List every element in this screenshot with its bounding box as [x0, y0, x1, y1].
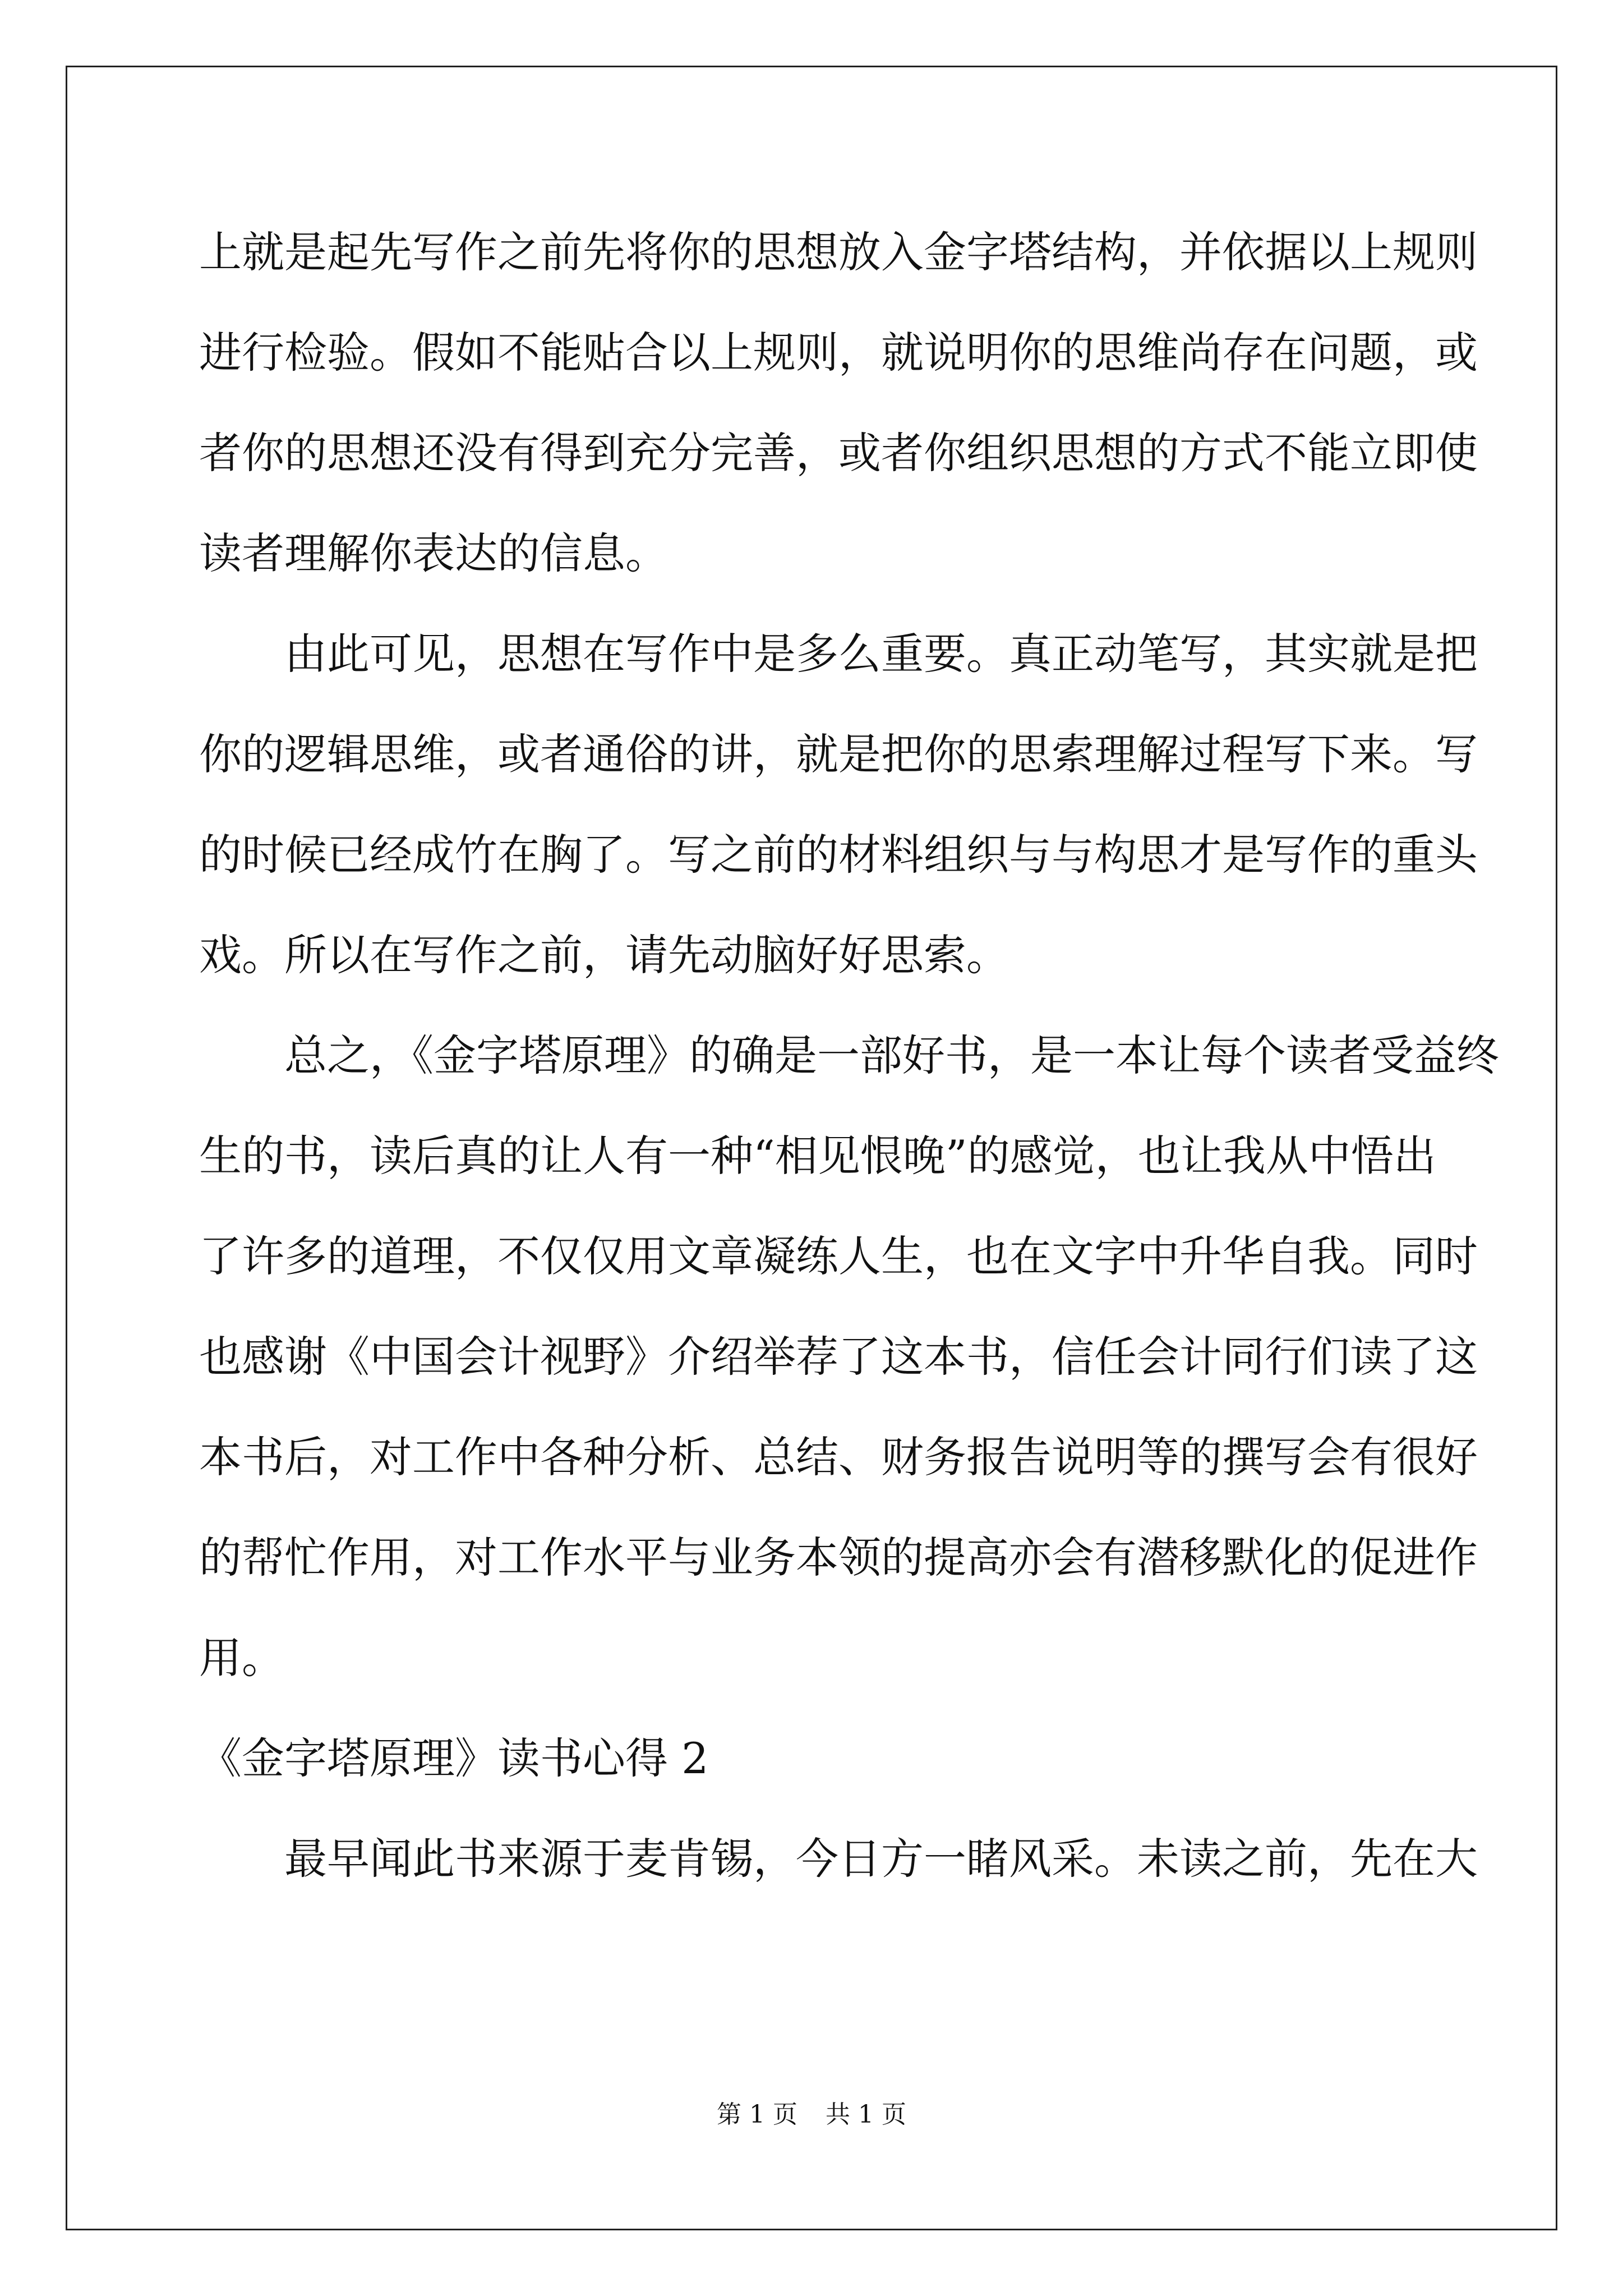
paragraph-line: 进行检验。假如不能贴合以上规则，就说明你的思维尚存在问题，或 [199, 328, 1478, 378]
document-body [199, 202, 1499, 1909]
paragraph-line: 生的书，读后真的让人有一种“相见恨晚”的感觉，也让我从中悟出 [199, 1131, 1436, 1181]
paragraph-line: 最早闻此书来源于麦肯锡，今日方一睹风采。未读之前，先在大 [284, 1834, 1478, 1884]
paragraph-line: 者你的思想还没有得到充分完善，或者你组织思想的方式不能立即使 [199, 428, 1478, 478]
paragraph-line: 读者理解你表达的信息。 [199, 528, 668, 578]
paragraph-2 [199, 604, 1478, 1005]
page-footer [0, 2098, 1623, 2132]
paragraph-line: 用。 [199, 1633, 284, 1683]
paragraph-3 [199, 1005, 1499, 1708]
paragraph-4 [199, 1809, 1478, 1909]
page-total: 共 1 页 [826, 2100, 906, 2129]
paragraph-line: 由此可见，思想在写作中是多么重要。真正动笔写，其实就是把 [284, 629, 1478, 679]
paragraph-line: 你的逻辑思维，或者通俗的讲，就是把你的思索理解过程写下来。写 [199, 729, 1478, 779]
paragraph-line: 本书后，对工作中各种分析、总结、财务报告说明等的撰写会有很好 [199, 1432, 1478, 1482]
paragraph-line: 的时候已经成竹在胸了。写之前的材料组织与与构思才是写作的重头 [199, 830, 1478, 880]
paragraph-line: 也感谢《中国会计视野》介绍举荐了这本书，信任会计同行们读了这 [199, 1332, 1478, 1382]
paragraph-line: 了许多的道理，不仅仅用文章凝练人生，也在文字中升华自我。同时 [199, 1231, 1478, 1281]
section-heading: 《金字塔原理》读书心得 2 [199, 1733, 709, 1783]
page-number: 第 1 页 [717, 2100, 797, 2129]
paragraph-line: 戏。所以在写作之前，请先动脑好好思索。 [199, 930, 1009, 980]
paragraph-line: 的帮忙作用，对工作水平与业务本领的提高亦会有潜移默化的促进作 [199, 1533, 1478, 1582]
paragraph-line: 上就是起先写作之前先将你的思想放入金字塔结构，并依据以上规则 [199, 227, 1478, 277]
paragraph-1 [199, 202, 1478, 604]
paragraph-line: 总之，《金字塔原理》的确是一部好书，是一本让每个读者受益终 [284, 1030, 1499, 1080]
